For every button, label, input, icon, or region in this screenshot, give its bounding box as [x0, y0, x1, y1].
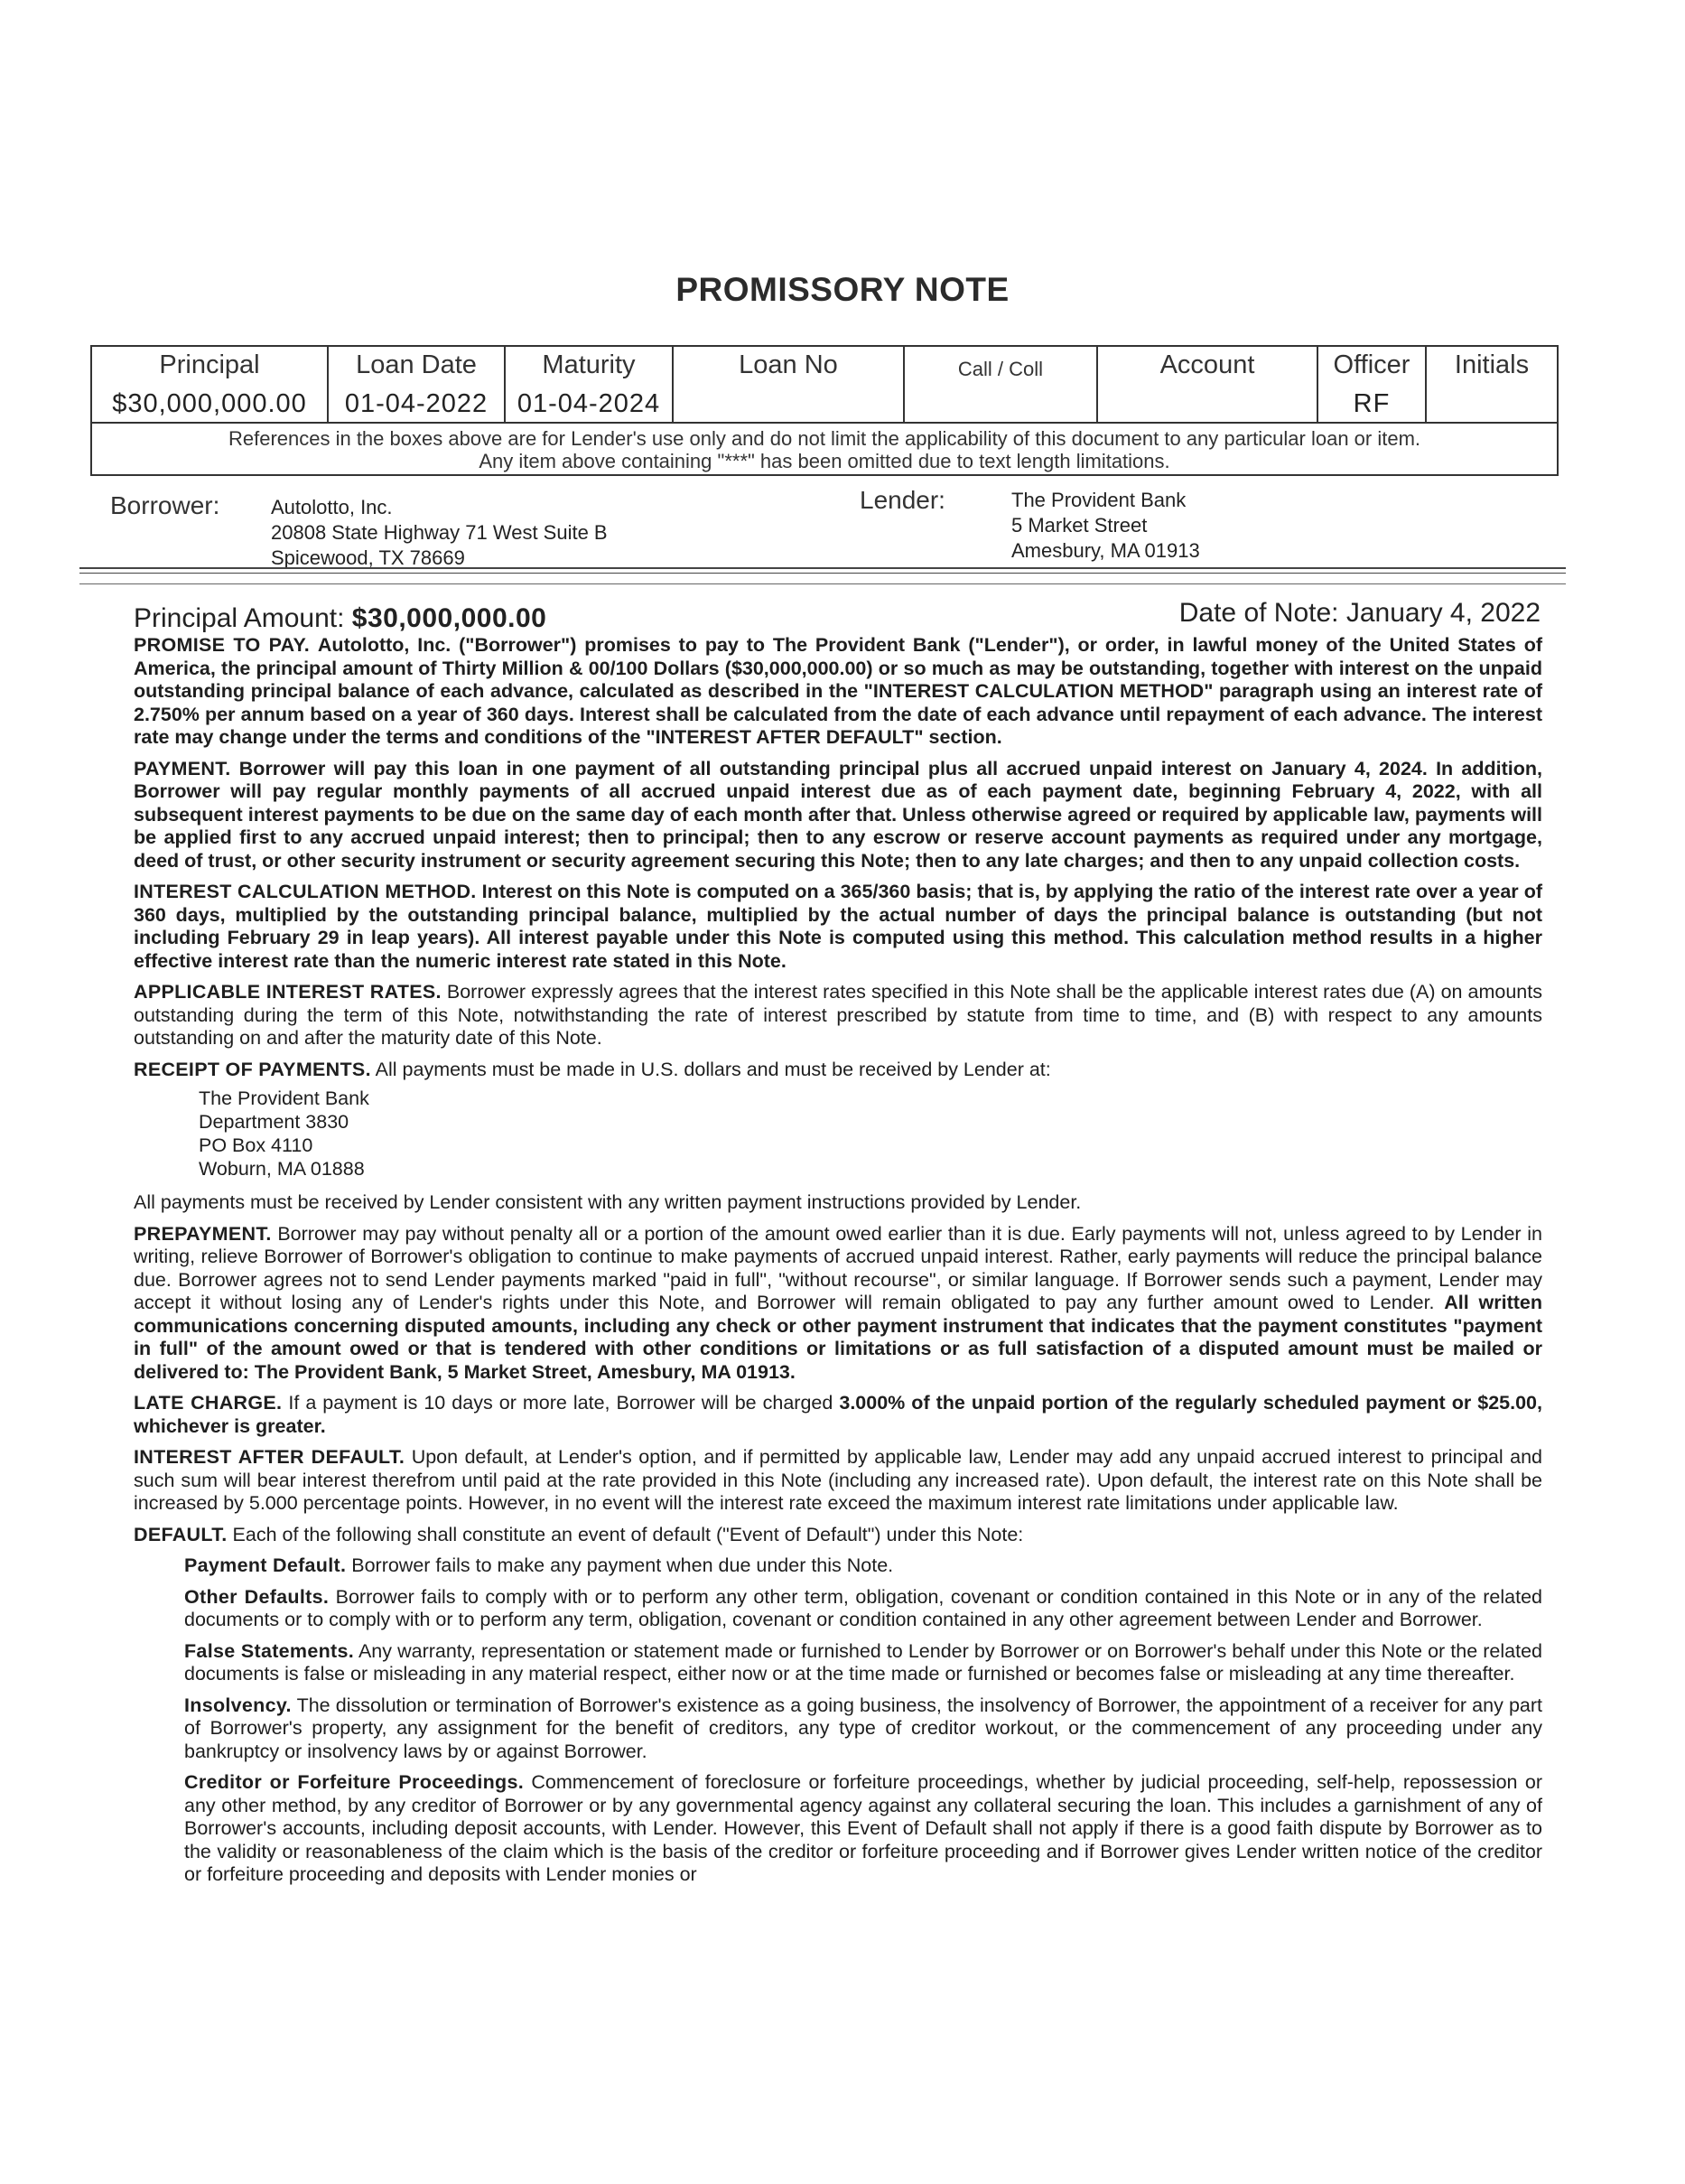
lender-block	[1011, 488, 1200, 564]
principal-amount	[134, 603, 546, 634]
lender-label: Lender:	[860, 486, 945, 514]
receipt-of-payments-paragraph	[134, 1059, 1542, 1082]
section-text: All payments must be made in U.S. dollars and must be received by Lender at:	[375, 1058, 1051, 1080]
interest-after-default-paragraph	[134, 1446, 1542, 1516]
section-heading: DEFAULT.	[134, 1523, 228, 1545]
section-text: Borrower fails to make any payment when due under this Note.	[351, 1554, 894, 1576]
section-heading: PROMISE TO PAY.	[134, 634, 311, 656]
section-text: Interest on this Note is computed on a 365/360 basis; that is, by applying the ratio of the interest rate over a year of 360 days, multiplied by the outstanding principal balance, multiplied by the actual number of days the principal balance is outstanding (but not including February 29 in leap years). All interest payable under this Note is computed using this method. This calculation method results in a higher effective interest rate than the numeric interest rate stated in this Note.	[134, 881, 1542, 972]
section-text: The dissolution or termination of Borrower's existence as a going business, the insolvency of Borrower, the appointment of a receiver for any part of Borrower's property, any assignment for the benefit of creditors, any type of creditor workout, or the commencement of any proceeding under any bankruptcy or insolvency laws by or against Borrower.	[184, 1694, 1542, 1762]
section-bold-text: All written communications concerning disputed amounts, including any check or other payment instrument that indicates that the payment constitutes "payment in full" of the amount owed or that is tendered with other conditions or limitations or as full satisfaction of a disputed amount must be mailed or delivered to: The Provident Bank, 5 Market Street, Amesbury, MA 01913.	[134, 1292, 1542, 1383]
section-text: Upon default, at Lender's option, and if permitted by applicable law, Lender may add any unpaid accrued interest to principal and such sum will bear interest therefrom until paid at the rate provided in this Note (including any increased rate). Upon default, the interest rate on this Note shall be increased by 5.000 percentage points. However, in no event will the interest rate exceed the maximum interest rate limitations under applicable law.	[134, 1446, 1542, 1514]
section-heading: LATE CHARGE.	[134, 1392, 283, 1414]
divider-rule	[79, 583, 1566, 584]
other-defaults-paragraph	[184, 1586, 1542, 1632]
borrower-label: Borrower:	[110, 491, 220, 519]
loan-date-value: 01-04-2022	[344, 389, 489, 418]
section-heading: Creditor or Forfeiture Proceedings.	[184, 1771, 525, 1793]
date-of-note-label: Date of Note:	[1178, 598, 1339, 628]
section-text: Any warranty, representation or statement made or furnished to Lender by Borrower or on Borrower's behalf under this Note or the related documents is false or misleading in any material respect, either now or at the time made or furnished or becomes false or misleading at any time thereafter.	[184, 1639, 1542, 1685]
lender-address-2: Amesbury, MA 01913	[1011, 539, 1200, 562]
account-cell	[1098, 347, 1318, 422]
principal-cell	[92, 347, 329, 422]
loan-header-box	[90, 345, 1559, 476]
loan-no-label: Loan No	[739, 350, 838, 379]
section-heading: Insolvency.	[184, 1694, 292, 1716]
principal-amount-label: Principal Amount:	[134, 603, 345, 633]
false-statements-paragraph	[184, 1640, 1542, 1686]
document-title: PROMISSORY NOTE	[675, 271, 1010, 308]
default-paragraph	[134, 1524, 1542, 1547]
section-heading: RECEIPT OF PAYMENTS.	[134, 1058, 371, 1080]
section-text: Autolotto, Inc. ("Borrower") promises to pay to The Provident Bank ("Lender"), or order, in lawful money of the United States of America, the principal amount of Thirty Million & 00/100 Dollars ($30,000,000.00) or so much as may be outstanding, together with interest on the unpaid outstanding principal balance of each advance, calculated as described in the "INTEREST CALCULATION METHOD" paragraph using an interest rate of 2.750% per annum based on a year of 360 days. Interest shall be calculated from the date of each advance until repayment of each advance. The interest rate may change under the terms and conditions of the "INTEREST AFTER DEFAULT" section.	[134, 634, 1542, 748]
section-bold-text: 3.000% of the unpaid portion of the regularly scheduled payment or $25.00, whichever is greater.	[134, 1392, 1542, 1437]
section-text: Borrower may pay without penalty all or a portion of the amount owed earlier than it is due. Early payments will not, unless agreed to by Lender in writing, relieve Borrower of Borrower's obligation to continue to make payments of accrued unpaid interest. Rather, early payments will reduce the principal balance due. Borrower agrees not to send Lender payments marked "paid in full", "without recourse", or similar language. If Borrower sends such a payment, Lender may accept it without losing any of Lender's rights under this Note, and Borrower will remain obligated to pay any further amount owed to Lender.	[134, 1222, 1542, 1313]
maturity-value: 01-04-2024	[517, 389, 661, 418]
loan-date-label: Loan Date	[356, 350, 477, 379]
section-heading: PREPAYMENT.	[134, 1222, 272, 1245]
receipt-instructions-paragraph: All payments must be received by Lender consistent with any written payment instructions provided by Lender.	[134, 1191, 1082, 1213]
borrower-address-1: 20808 State Highway 71 West Suite B	[271, 521, 608, 544]
section-text: Borrower fails to comply with or to perform any other term, obligation, covenant or condition contained in this Note or in any of the related documents or to comply with or to perform any term, obligation, covenant or condition contained in any other agreement between Lender and Borrower.	[184, 1585, 1542, 1630]
late-charge-paragraph	[134, 1392, 1542, 1438]
prepayment-paragraph	[134, 1223, 1542, 1385]
principal-value: $30,000,000.00	[112, 389, 307, 418]
call-coll-cell	[905, 347, 1098, 422]
divider-rule	[79, 573, 1566, 574]
date-of-note-value: January 4, 2022	[1345, 598, 1541, 628]
section-text: Borrower expressly agrees that the interest rates specified in this Note shall be the applicable interest rates due (A) on amounts outstanding during the term of this Note, notwithstanding the rate of interest prescribed by statute from time to time, and (B) with respect to any amounts outstanding on and after the maturity date of this Note.	[134, 981, 1542, 1049]
principal-amount-value: $30,000,000.00	[351, 603, 547, 633]
payment-address-line: PO Box 4110	[199, 1134, 313, 1156]
principal-label: Principal	[159, 350, 260, 379]
section-heading: Payment Default.	[184, 1554, 347, 1576]
payment-address-line: Department 3830	[199, 1111, 349, 1133]
section-heading: Other Defaults.	[184, 1585, 330, 1608]
payment-default-paragraph	[184, 1554, 1542, 1578]
section-text: If a payment is 10 days or more late, Borrower will be charged	[288, 1392, 833, 1414]
borrower-address-2: Spicewood, TX 78669	[271, 546, 465, 569]
account-label: Account	[1159, 350, 1255, 379]
initials-cell	[1427, 347, 1557, 422]
loan-no-cell	[674, 347, 905, 422]
payment-address-line: The Provident Bank	[199, 1087, 369, 1109]
borrower-block	[271, 495, 608, 571]
officer-label: Officer	[1333, 350, 1410, 379]
applicable-interest-paragraph	[134, 981, 1542, 1050]
lender-address-1: 5 Market Street	[1011, 514, 1148, 537]
borrower-name: Autolotto, Inc.	[271, 496, 393, 518]
header-note-line-2: Any item above containing "***" has been omitted due to text length limitations.	[479, 450, 1170, 472]
note-body	[134, 634, 1542, 1895]
payment-address	[199, 1087, 1542, 1181]
section-heading: APPLICABLE INTEREST RATES.	[134, 981, 442, 1003]
maturity-label: Maturity	[542, 350, 636, 379]
section-text: Commencement of foreclosure or forfeiture proceedings, whether by judicial proceeding, self-help, repossession or any other method, by any creditor of Borrower or by any governmental agency against any collateral securing the loan. This includes a garnishment of any of Borrower's accounts, including deposit accounts, with Lender. However, this Event of Default shall not apply if there is a good faith dispute by Borrower as to the validity or reasonableness of the claim which is the basis of the creditor or forfeiture proceeding and if Borrower gives Lender written notice of the creditor or forfeiture proceeding and deposits with Lender monies or	[184, 1771, 1542, 1885]
promise-to-pay-paragraph	[134, 634, 1542, 750]
call-coll-label: Call / Coll	[957, 358, 1044, 380]
date-of-note	[1179, 598, 1541, 629]
section-heading: False Statements.	[184, 1639, 355, 1662]
header-box-note	[92, 424, 1557, 474]
maturity-cell	[506, 347, 674, 422]
creditor-forfeiture-paragraph	[184, 1771, 1542, 1887]
lender-name: The Provident Bank	[1011, 489, 1187, 511]
loan-header-row	[92, 347, 1557, 424]
section-heading: INTEREST AFTER DEFAULT.	[134, 1446, 405, 1468]
section-heading: PAYMENT.	[134, 757, 231, 779]
section-text: Borrower will pay this loan in one payment of all outstanding principal plus all accrued unpaid interest on January 4, 2024. In addition, Borrower will pay regular monthly payments of all accrued unpaid interest due as of each payment date, beginning February 4, 2022, with all subsequent interest payments to be due on the same day of each month after that. Unless otherwise agreed or required by applicable law, payments will be applied first to any accrued unpaid interest; then to principal; then to any escrow or reserve account payments as required under any mortgage, deed of trust, or other security instrument or security agreement securing this Note; then to any late charges; and then to any unpaid collection costs.	[134, 757, 1542, 872]
payment-address-line: Woburn, MA 01888	[199, 1158, 365, 1180]
section-heading: INTEREST CALCULATION METHOD.	[134, 881, 477, 902]
section-text: Each of the following shall constitute an event of default ("Event of Default") under this Note:	[232, 1523, 1024, 1545]
insolvency-paragraph	[184, 1694, 1542, 1764]
payment-paragraph	[134, 758, 1542, 873]
initials-label: Initials	[1454, 350, 1530, 379]
loan-date-cell	[329, 347, 506, 422]
officer-cell	[1318, 347, 1427, 422]
officer-value: RF	[1353, 389, 1391, 418]
divider-rule	[79, 567, 1566, 569]
interest-calculation-paragraph	[134, 881, 1542, 973]
header-note-line-1: References in the boxes above are for Lender's use only and do not limit the applicability of this document to any particular loan or item.	[228, 427, 1421, 450]
